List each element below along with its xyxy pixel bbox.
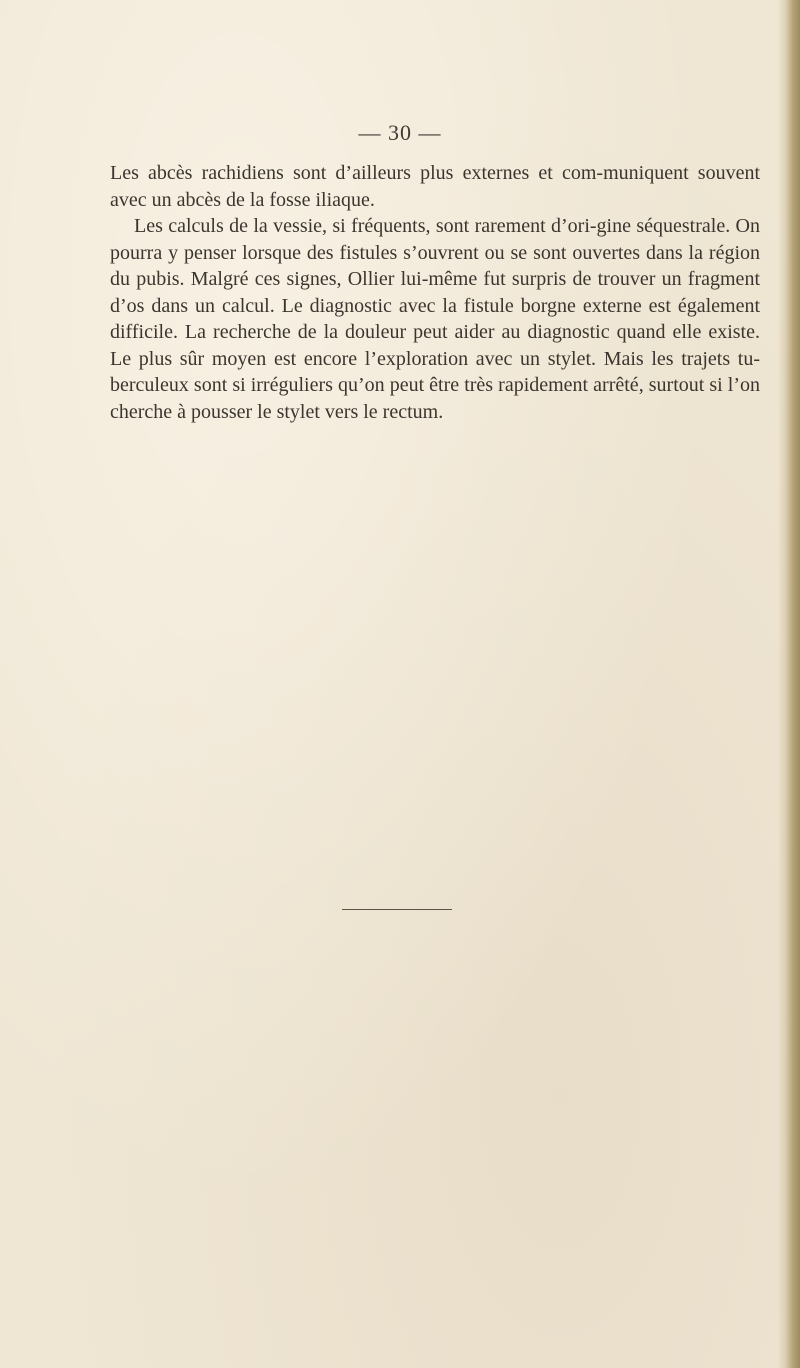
- page-edge-shadow: [778, 0, 800, 1368]
- section-divider-rule: [342, 909, 452, 910]
- paragraph-2: Les calculs de la vessie, si fréquents, sont rarement d’ori-gine séquestrale. On pourra y penser lorsque des fistules s’ouvrent ou se sont ouvertes dans la région du pubis. Malgré ces signes, Ollier lui-même fut surpris de trouver un fragment d’os dans un calcul. Le diagnostic avec la fistule borgne externe est également difficile. La recherche de la douleur peut aider au diagnostic quand elle existe. Le plus sûr moyen est encore l’exploration avec un stylet. Mais les trajets tu-berculeux sont si irréguliers qu’on peut être très rapidement arrêté, surtout si l’on cherche à pousser le stylet vers le rectum.: [110, 215, 760, 423]
- paragraph-1: Les abcès rachidiens sont d’ailleurs plus externes et com-muniquent souvent avec un abcès de la fosse iliaque.: [110, 162, 760, 211]
- page-number: — 30 —: [358, 120, 442, 145]
- body-text: [110, 160, 760, 425]
